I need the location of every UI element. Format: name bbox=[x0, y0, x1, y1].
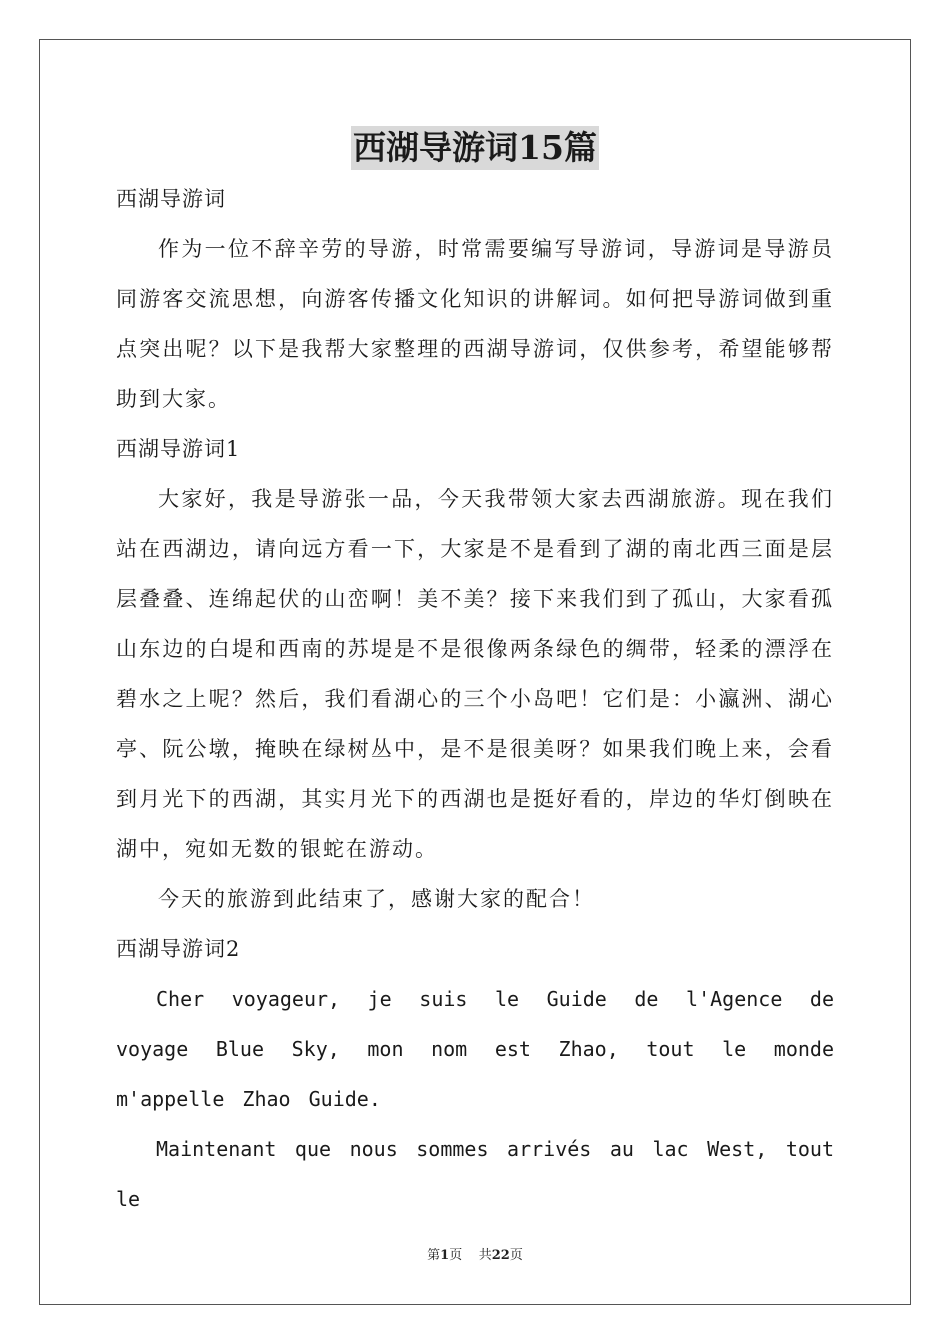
page-unit: 页 bbox=[449, 1248, 463, 1263]
section-heading: 西湖导游词2 bbox=[116, 937, 241, 961]
section-heading: 西湖导游词1 bbox=[116, 437, 241, 461]
page-footer bbox=[0, 1246, 950, 1266]
total-unit: 页 bbox=[509, 1248, 523, 1263]
section-heading: 西湖导游词 bbox=[116, 187, 226, 211]
page-label: 第 bbox=[427, 1248, 441, 1263]
document-body bbox=[116, 174, 834, 1224]
page-total: 22 bbox=[491, 1248, 510, 1263]
total-label: 共 bbox=[478, 1248, 492, 1263]
paragraph-french: Cher voyageur, je suis le Guide de l'Agence de voyage Blue Sky, mon nom est Zhao, tout le monde m'appelle Zhao Guide. bbox=[116, 987, 834, 1111]
paragraph: 今天的旅游到此结束了，感谢大家的配合！ bbox=[158, 887, 595, 911]
paragraph: 大家好，我是导游张一品，今天我带领大家去西湖旅游。现在我们站在西湖边，请向远方看一下，大家是不是看到了湖的南北西三面是层层叠叠、连绵起伏的山峦啊！美不美？接下来我们到了孤山，大家看孤山东边的白堤和西南的苏堤是不是很像两条绿色的绸带，轻柔的漂浮在碧水之上呢？然后，我们看湖心的三个小岛吧！它们是：小瀛洲、湖心亭、阮公墩，掩映在绿树丛中，是不是很美呀？如果我们晚上来，会看到月光下的西湖，其实月光下的西湖也是挺好看的，岸边的华灯倒映在湖中，宛如无数的银蛇在游动。 bbox=[116, 487, 834, 861]
title-wrap bbox=[0, 126, 950, 170]
document-title: 西湖导游词15篇 bbox=[351, 126, 599, 170]
page-current: 1 bbox=[440, 1248, 450, 1263]
paragraph: 作为一位不辞辛劳的导游，时常需要编写导游词，导游词是导游员同游客交流思想，向游客传播文化知识的讲解词。如何把导游词做到重点突出呢？以下是我帮大家整理的西湖导游词，仅供参考，希望能够帮助到大家。 bbox=[116, 237, 834, 411]
paragraph-french: Maintenant que nous sommes arrivés au lac West, tout le bbox=[116, 1137, 834, 1211]
